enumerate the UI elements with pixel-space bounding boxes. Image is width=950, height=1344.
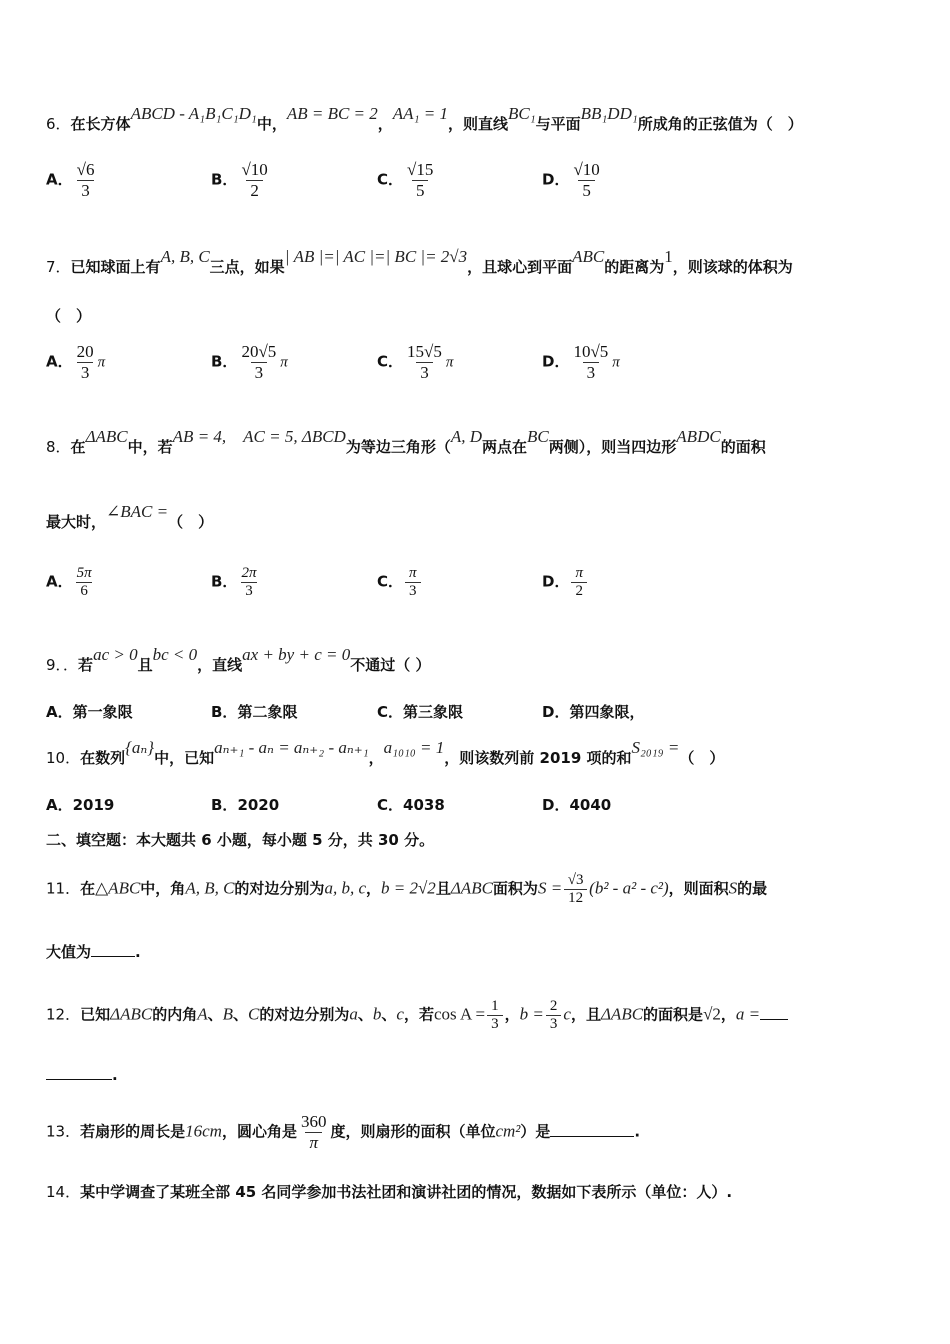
q7-math: | AB |=| AC |=| BC |= 2√3 — [284, 247, 468, 266]
q8-text: 两侧），则当四边形 — [548, 438, 677, 456]
q10-option-a[interactable] — [46, 794, 114, 815]
q11-text: 面积为 — [492, 879, 538, 898]
q12-text: ，且 — [570, 1005, 601, 1024]
fraction-denominator: 3 — [583, 362, 600, 383]
q12-text: 、 — [357, 1005, 373, 1024]
q10-math: {aₙ} — [125, 738, 155, 757]
q12-math: c — [396, 1004, 404, 1024]
option-label: B． — [211, 170, 238, 189]
q11-math: ΔABC — [450, 878, 493, 898]
q7-number: 7． — [46, 258, 71, 276]
q12-math: b — [372, 1004, 382, 1024]
option-label: D． — [542, 703, 570, 721]
q12-text: . — [112, 1066, 118, 1084]
q7-math: ABC — [572, 247, 605, 266]
q12-number: 12． — [46, 1005, 81, 1024]
fraction-denominator: 3 — [416, 362, 433, 383]
q7-option-b[interactable] — [211, 342, 288, 383]
fraction-denominator: 2 — [571, 582, 587, 600]
pi-symbol: π — [612, 354, 620, 371]
q11-text: 且 — [435, 879, 451, 898]
option-label: C． — [377, 703, 404, 721]
q8-text: 中，若 — [127, 438, 173, 456]
q8-text: 最大时， — [46, 513, 107, 531]
q7-math: A, B, C — [160, 247, 210, 266]
q8-text: 两点在 — [482, 438, 528, 456]
question-12-line2 — [46, 1063, 118, 1087]
q9-text: 且 — [137, 656, 153, 674]
q6-text: 在长方体 — [70, 115, 131, 133]
q10-text: （ ） — [679, 749, 725, 767]
q8-math: ABDC — [676, 427, 721, 446]
question-8 — [46, 427, 766, 459]
answer-blank[interactable] — [760, 1019, 788, 1020]
q6-option-b[interactable] — [211, 160, 272, 201]
fraction-numerator: 15√5 — [407, 342, 442, 361]
q13-number: 13． — [46, 1122, 81, 1141]
q11-math: △ABC — [95, 878, 141, 898]
q12-math: A — [197, 1004, 208, 1024]
fraction-denominator: 3 — [241, 582, 257, 600]
question-7 — [46, 247, 793, 279]
q8-math: ∠BAC = — [106, 502, 169, 521]
q9-text: 不通过（ ） — [350, 656, 431, 674]
fraction-denominator: 5 — [578, 180, 595, 201]
option-label: A． — [46, 703, 73, 721]
fraction-denominator: 5 — [412, 180, 429, 201]
q8-answer-paren: （ ） — [168, 513, 214, 531]
q8-number: 8． — [46, 438, 71, 456]
q11-math: b = 2√2 — [381, 878, 436, 898]
option-label: C． — [377, 170, 404, 189]
fraction-numerator: 20 — [76, 342, 94, 361]
question-11 — [46, 872, 767, 907]
q6-math: ABCD - A₁B₁C₁D₁ — [130, 104, 257, 123]
option-label: C． — [377, 352, 404, 371]
q8-math: AB = 4, AC = 5, ΔBCD — [172, 427, 346, 446]
q7-text: ，则该球的体积为 — [672, 258, 793, 276]
option-text: 第三象限 — [403, 703, 464, 721]
q10-number: 10． — [46, 749, 81, 767]
q14-number: 14． — [46, 1183, 81, 1201]
fraction-denominator: 3 — [251, 362, 268, 383]
q12-text: 、 — [233, 1005, 249, 1024]
q12-math: a = — [735, 1004, 761, 1024]
q11-text: 在 — [80, 879, 96, 898]
q12-text: 、 — [207, 1005, 223, 1024]
option-label: C． — [377, 572, 404, 591]
q10-math: a₁₀₁₀ = 1 — [383, 738, 445, 757]
fraction-numerator: √10 — [241, 160, 268, 179]
answer-blank[interactable] — [550, 1136, 634, 1137]
fraction-numerator: 360 — [300, 1112, 327, 1131]
q6-math: AB = BC = 2 — [286, 104, 378, 123]
q6-text: 与平面 — [535, 115, 581, 133]
q12-text: 、 — [381, 1005, 397, 1024]
q11-math: S — [728, 878, 738, 898]
fraction-denominator: 3 — [546, 1015, 562, 1033]
fraction-denominator: 2 — [246, 180, 263, 201]
q11-text: 的对边分别为 — [234, 879, 325, 898]
fraction-denominator: 3 — [487, 1015, 503, 1033]
q9-option-c[interactable] — [377, 701, 463, 722]
question-14 — [46, 1180, 732, 1204]
q10-option-b[interactable] — [211, 794, 279, 815]
q10-math: S₂₀₁₉ = — [631, 738, 680, 757]
q13-text: ）是 — [520, 1122, 551, 1141]
pi-symbol: π — [97, 354, 106, 371]
option-label: A． — [46, 170, 73, 189]
q8-text: 的面积 — [720, 438, 766, 456]
fraction-denominator: 3 — [77, 362, 94, 383]
fraction-numerator: √6 — [76, 160, 95, 179]
q7-text: 三点，如果 — [209, 258, 285, 276]
q12-text: 已知 — [80, 1005, 111, 1024]
q12-math: ΔABC — [110, 1004, 153, 1024]
fraction-numerator: 2 — [549, 998, 558, 1014]
fraction-numerator: π — [409, 565, 417, 581]
option-text: 第四象限， — [569, 703, 645, 721]
q10-text: 在数列 — [80, 749, 126, 767]
q8-option-b[interactable] — [211, 565, 260, 600]
q11-number: 11． — [46, 879, 81, 898]
q10-text: ，则该数列前 2019 项的和 — [444, 749, 632, 767]
q9-math: ac > 0 — [93, 645, 138, 664]
question-10 — [46, 738, 725, 770]
q9-option-b[interactable] — [211, 701, 297, 722]
question-8-line2 — [46, 502, 214, 534]
option-text: 4038 — [403, 796, 445, 814]
q13-math: cm² — [495, 1121, 521, 1141]
section-2-title: 二、填空题：本大题共 6 小题，每小题 5 分，共 30 分。 — [46, 831, 435, 849]
q6-text: ， — [377, 115, 393, 133]
section-heading — [46, 828, 434, 852]
option-text: 2019 — [72, 796, 115, 814]
q12-text: 的对边分别为 — [259, 1005, 350, 1024]
option-label: B． — [211, 703, 238, 721]
question-6 — [46, 104, 803, 136]
option-label: B． — [211, 352, 238, 371]
q7-option-a[interactable] — [46, 342, 105, 383]
q11-text: ，则面积 — [668, 879, 729, 898]
q6-math: BB₁DD₁ — [580, 104, 638, 123]
question-12 — [46, 998, 788, 1033]
option-label: D． — [542, 352, 570, 371]
q9-text: ，直线 — [197, 656, 243, 674]
q6-text: 所成角的正弦值为（ ） — [637, 115, 803, 133]
q12-math: c — [563, 1004, 571, 1024]
q8-math: BC — [527, 427, 549, 446]
q12-text: 的内角 — [152, 1005, 198, 1024]
q6-option-a[interactable] — [46, 160, 98, 201]
fraction-denominator: 3 — [77, 180, 94, 201]
pi-symbol: π — [445, 354, 454, 371]
q12-math: b = — [519, 1004, 544, 1024]
q11-math: (b² - a² - c²) — [589, 878, 669, 898]
q6-math: AA₁ = 1 — [392, 104, 448, 123]
q10-math: aₙ₊₁ - aₙ = aₙ₊₂ - aₙ₊₁ — [214, 738, 369, 757]
q11-text: . — [135, 943, 141, 961]
q10-option-c[interactable] — [377, 794, 445, 815]
q7-text: 的距离为 — [604, 258, 665, 276]
fraction-denominator: 12 — [564, 889, 587, 907]
q11-math: A, B, C — [185, 878, 235, 898]
q11-text: ， — [365, 879, 381, 898]
q10-option-d[interactable] — [542, 794, 611, 815]
option-label: B． — [211, 796, 238, 814]
fraction-numerator: 5π — [76, 565, 92, 581]
q12-text: ，若 — [403, 1005, 434, 1024]
q11-text: 中，角 — [140, 879, 186, 898]
q14-text: 某中学调查了某班全部 45 名同学参加书法社团和演讲社团的情况，数据如下表所示（单位：人）. — [80, 1183, 733, 1201]
q8-math: A, D — [450, 427, 483, 446]
q8-text: 在 — [70, 438, 86, 456]
q9-text: 若 — [78, 656, 94, 674]
q13-text: . — [634, 1122, 641, 1141]
q9-option-a[interactable] — [46, 701, 133, 722]
answer-blank-continued[interactable] — [46, 1079, 112, 1080]
q6-number: 6． — [46, 115, 71, 133]
option-label: C． — [377, 796, 404, 814]
q13-text: 若扇形的周长是 — [80, 1122, 186, 1141]
q13-text: 度，则扇形的面积（单位 — [330, 1122, 496, 1141]
fraction-denominator: 3 — [405, 582, 421, 600]
q11-math: a, b, c — [324, 878, 366, 898]
question-9 — [46, 645, 431, 677]
q10-text: 中，已知 — [154, 749, 215, 767]
fraction-numerator: √10 — [573, 160, 600, 179]
q6-math: BC₁ — [507, 104, 536, 123]
q9-number: 9．． — [46, 656, 79, 674]
q8-option-c[interactable] — [377, 565, 423, 600]
fraction-numerator: √15 — [407, 160, 434, 179]
pi-symbol: π — [280, 354, 288, 371]
q12-math: cos A = — [433, 1004, 486, 1024]
fraction-numerator: 10√5 — [573, 342, 609, 361]
q6-text: 中， — [256, 115, 287, 133]
fraction-numerator: 1 — [491, 998, 499, 1014]
fraction-numerator: π — [575, 565, 583, 581]
q12-math: ΔABC — [600, 1004, 644, 1024]
fraction-numerator: √3 — [567, 872, 584, 888]
q11-text: 的最 — [737, 879, 768, 898]
q6-option-c[interactable] — [377, 160, 437, 201]
option-label: D． — [542, 572, 570, 591]
q7-paren — [46, 304, 91, 328]
q12-text: ， — [720, 1005, 736, 1024]
q10-text: ， — [368, 749, 384, 767]
q12-math: √2 — [703, 1004, 721, 1024]
fraction-denominator: 6 — [76, 582, 92, 600]
q12-math: C — [248, 1004, 260, 1024]
option-label: B． — [211, 572, 238, 591]
q12-math: B — [222, 1004, 234, 1024]
q8-option-d[interactable] — [542, 565, 589, 600]
q6-text: ，则直线 — [447, 115, 508, 133]
q11-math: S = — [537, 878, 563, 898]
option-text: 第二象限 — [237, 703, 298, 721]
q8-math: ΔABC — [85, 427, 128, 446]
q6-option-d[interactable] — [542, 160, 604, 201]
q7-text: ，且球心到平面 — [467, 258, 573, 276]
q9-math: bc < 0 — [152, 645, 198, 664]
answer-blank[interactable] — [91, 956, 135, 957]
option-text: 第一象限 — [72, 703, 133, 721]
q12-math: a — [349, 1004, 358, 1024]
q7-text: 已知球面上有 — [70, 258, 161, 276]
option-label: A． — [46, 352, 73, 371]
q7-math: 1 — [664, 247, 673, 266]
fraction-denominator: π — [305, 1132, 322, 1153]
q9-math: ax + by + c = 0 — [242, 645, 351, 664]
q7-answer-paren: （ ） — [46, 307, 92, 325]
q7-option-c[interactable] — [377, 342, 453, 383]
q13-text: ，圆心角是 — [221, 1122, 297, 1141]
option-label: A． — [46, 796, 73, 814]
q11-text: 大值为 — [46, 943, 92, 961]
question-11-line2 — [46, 940, 141, 964]
option-label: A． — [46, 572, 73, 591]
question-13 — [46, 1112, 640, 1153]
option-text: 4040 — [569, 796, 612, 814]
q8-option-a[interactable] — [46, 565, 96, 600]
fraction-numerator: 2π — [241, 565, 257, 581]
option-text: 2020 — [237, 796, 280, 814]
option-label: D． — [542, 796, 570, 814]
q8-text: 为等边三角形（ — [345, 438, 451, 456]
q7-option-d[interactable] — [542, 342, 620, 383]
fraction-numerator: 20√5 — [241, 342, 277, 361]
q12-text: 的面积是 — [643, 1005, 704, 1024]
q13-math: 16cm — [185, 1121, 222, 1141]
q12-text: ， — [504, 1005, 520, 1024]
q9-option-d[interactable] — [542, 701, 644, 722]
option-label: D． — [542, 170, 570, 189]
